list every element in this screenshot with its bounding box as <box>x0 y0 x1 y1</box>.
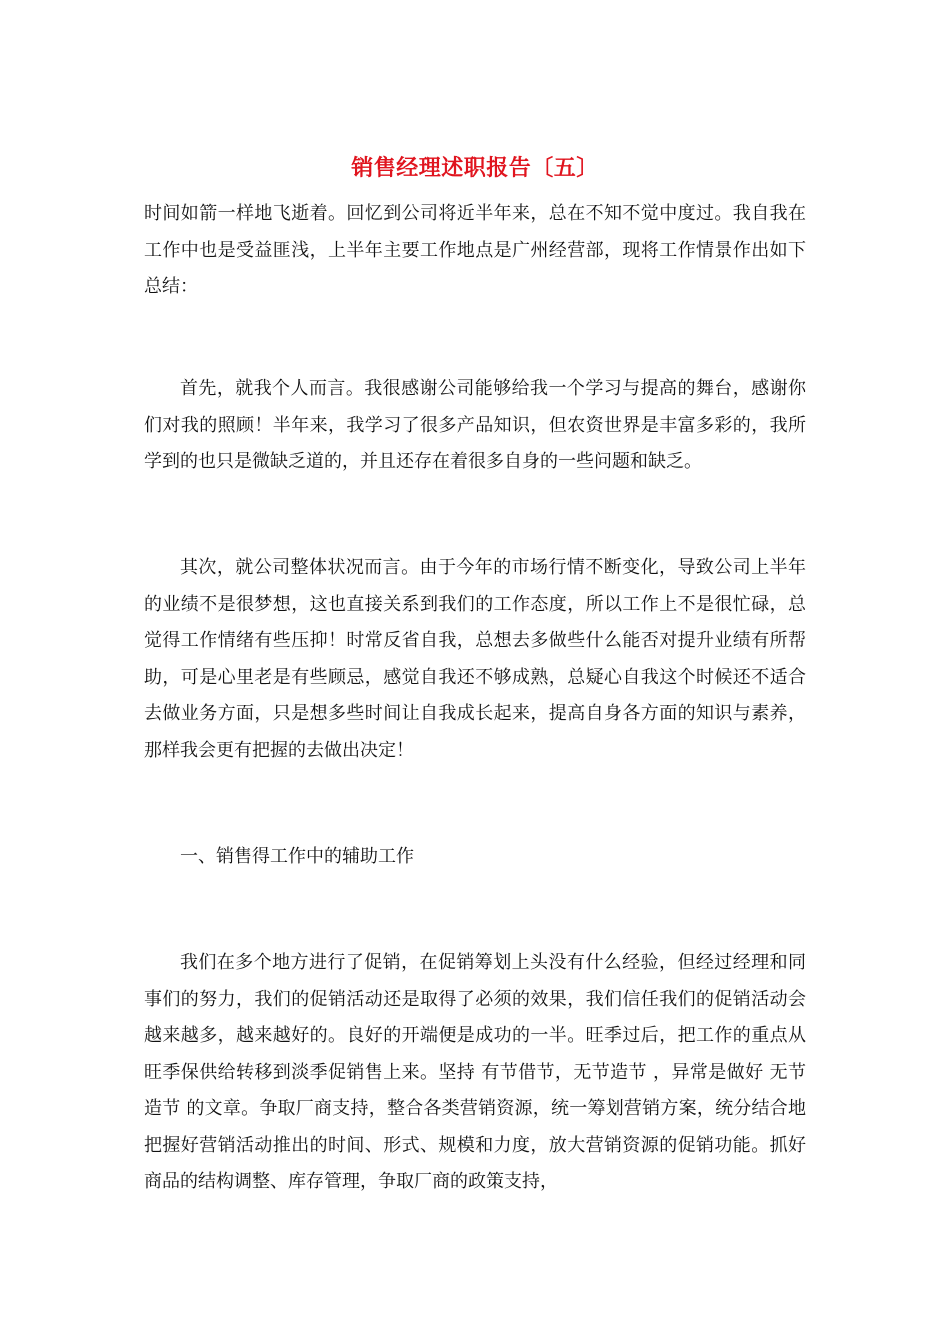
document-title: 销售经理述职报告〔五〕 <box>351 155 599 181</box>
paragraph-personal: 首先，就我个人而言。我很感谢公司能够给我一个学习与提高的舞台，感谢你们对我的照顾！半年来，我学习了很多产品知识，但农资世界是丰富多彩的，我所学到的也只是微缺乏道的，并且还存在着很多自身的一些问题和缺乏。 <box>144 378 806 472</box>
section-heading: 一、销售得工作中的辅助工作 <box>180 846 414 867</box>
paragraph-promotion: 我们在多个地方进行了促销，在促销筹划上头没有什么经验，但经过经理和同事们的努力，我们的促销活动还是取得了必须的效果，我们信任我们的促销活动会越来越多，越来越好的。良好的开端便是成功的一半。旺季过后，把工作的重点从旺季保供给转移到淡季促销售上来。坚持 有节借节，无节造节 ，异常是做好 无节造节 的文章。争取厂商支持，整合各类营销资源，统一筹划营销方案，统分结合地把握好营销活动推出的时间、形式、规模和力度，放大营销资源的促销功能。抓好商品的结构调整、库存管理，争取厂商的政策支持， <box>144 952 806 1192</box>
paragraph-intro: 时间如箭一样地飞逝着。回忆到公司将近半年来，总在不知不觉中度过。我自我在工作中也是受益匪浅，上半年主要工作地点是广州经营部，现将工作情景作出如下总结： <box>144 203 806 297</box>
paragraph-company: 其次，就公司整体状况而言。由于今年的市场行情不断变化，导致公司上半年的业绩不是很梦想，这也直接关系到我们的工作态度，所以工作上不是很忙碌，总觉得工作情绪有些压抑！时常反省自我，总想去多做些什么能否对提升业绩有所帮助，可是心里老是有些顾忌，感觉自我还不够成熟，总疑心自我这个时候还不适合去做业务方面，只是想多些时间让自我成长起来，提高自身各方面的知识与素养，那样我会更有把握的去做出决定！ <box>144 557 806 761</box>
